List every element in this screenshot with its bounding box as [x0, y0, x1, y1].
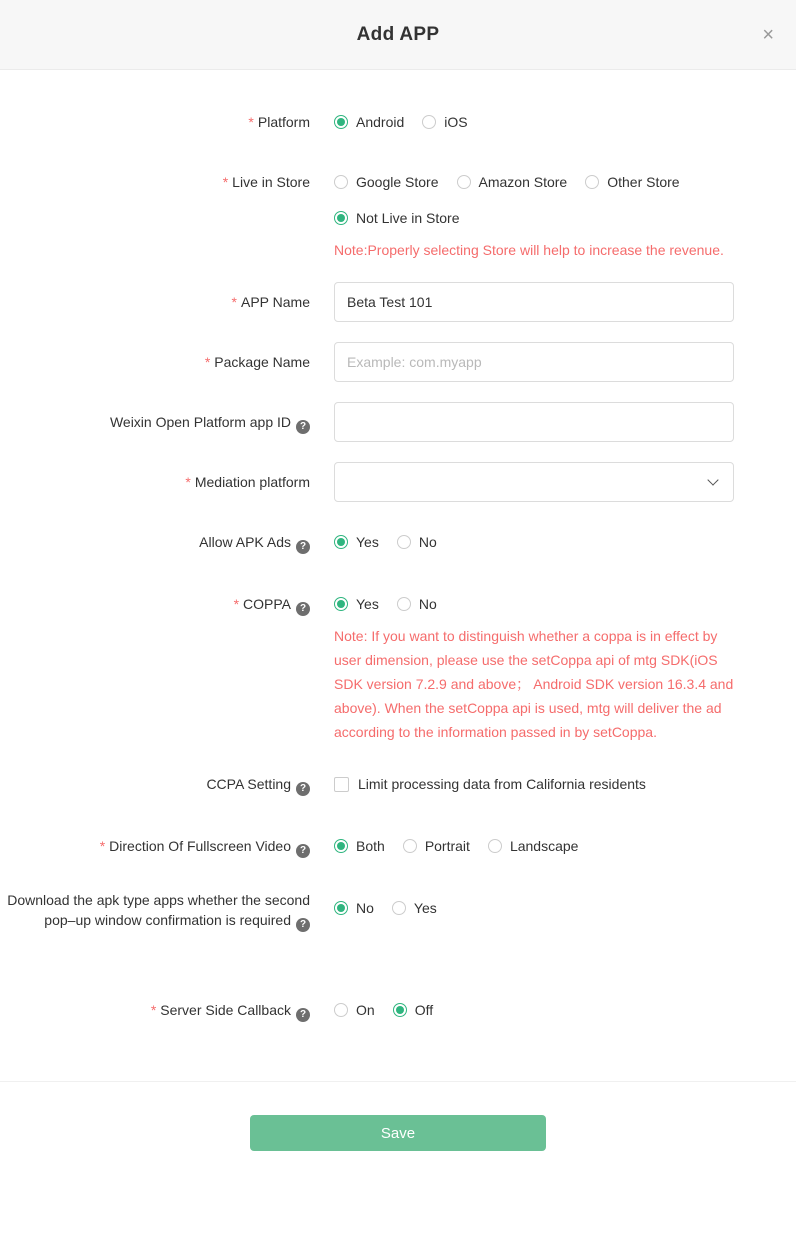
apk-second-popup-radio-group: [334, 898, 796, 918]
platform-radio-group: [334, 112, 796, 132]
form-row-app-name: [0, 282, 796, 322]
checkbox-icon: [334, 777, 349, 792]
mediation-platform-label-text: Mediation platform: [194, 474, 310, 490]
direction-fullscreen-label: [0, 836, 334, 858]
form-row-coppa: [0, 594, 796, 744]
radio-direction-landscape[interactable]: [488, 838, 579, 854]
coppa-control: [334, 594, 796, 744]
form-row-server-side-callback: [0, 1000, 796, 1022]
radio-callback-off[interactable]: [393, 1002, 433, 1018]
radio-icon: [403, 839, 417, 853]
radio-icon: [397, 535, 411, 549]
coppa-label-text: COPPA: [243, 596, 291, 612]
help-icon[interactable]: ?: [296, 1008, 310, 1022]
radio-coppa-yes[interactable]: [334, 596, 379, 612]
live-in-store-label-text: Live in Store: [232, 174, 310, 190]
weixin-app-id-label-text: Weixin Open Platform app ID: [109, 414, 291, 430]
radio-icon: [334, 175, 348, 189]
server-side-callback-control: [334, 1000, 796, 1020]
radio-ios[interactable]: [422, 114, 467, 130]
radio-icon: [488, 839, 502, 853]
radio-label: Android: [356, 114, 405, 130]
form-row-direction-fullscreen: [0, 836, 796, 858]
apk-second-popup-label: [0, 890, 334, 932]
radio-direction-portrait[interactable]: [403, 838, 470, 854]
mediation-platform-label: [0, 462, 334, 492]
radio-amazon-store[interactable]: [457, 174, 568, 190]
coppa-radio-group: [334, 594, 796, 614]
radio-other-store[interactable]: [585, 174, 679, 190]
package-name-label: [0, 342, 334, 372]
radio-label: No: [356, 900, 374, 916]
radio-label: Off: [414, 1002, 434, 1018]
radio-label: iOS: [444, 114, 468, 130]
ccpa-label-text: CCPA Setting: [206, 776, 291, 792]
platform-label-text: Platform: [257, 114, 310, 130]
radio-google-store[interactable]: [334, 174, 439, 190]
close-icon[interactable]: ×: [762, 24, 774, 46]
radio-icon: [397, 597, 411, 611]
required-asterisk: *: [99, 838, 106, 854]
ccpa-label: [0, 774, 334, 796]
radio-apk-popup-yes[interactable]: [392, 900, 437, 916]
radio-icon: [334, 535, 348, 549]
app-name-control: [334, 282, 796, 322]
store-radio-group-row1: [334, 172, 796, 192]
radio-icon: [334, 1003, 348, 1017]
ccpa-checkbox-label: Limit processing data from California residents: [358, 776, 646, 792]
radio-label: On: [356, 1002, 375, 1018]
radio-android[interactable]: [334, 114, 404, 130]
apk-second-popup-label-text: Download the apk type apps whether the second pop–up window confirmation is required: [7, 892, 310, 928]
required-asterisk: *: [231, 294, 237, 310]
form-row-ccpa: [0, 774, 796, 796]
required-asterisk: *: [248, 114, 254, 130]
help-icon[interactable]: ?: [296, 782, 310, 796]
radio-icon: [392, 901, 406, 915]
server-side-callback-label: [0, 1000, 334, 1022]
platform-label: [0, 112, 334, 132]
radio-label: Google Store: [356, 174, 439, 190]
required-asterisk: *: [204, 354, 211, 370]
direction-fullscreen-control: [334, 836, 796, 856]
platform-control: [334, 112, 796, 132]
radio-icon: [393, 1003, 407, 1017]
allow-apk-ads-radio-group: [334, 532, 796, 552]
radio-label: No: [418, 534, 437, 550]
live-in-store-control: [334, 172, 796, 262]
radio-label: Yes: [356, 534, 379, 550]
server-callback-radio-group: [334, 1000, 796, 1020]
weixin-app-id-label: [0, 402, 334, 434]
form-row-live-in-store: [0, 172, 796, 262]
radio-label: Amazon Store: [478, 174, 568, 190]
coppa-label: [0, 594, 334, 616]
mediation-platform-select[interactable]: [334, 462, 734, 502]
required-asterisk: *: [233, 596, 240, 612]
chevron-down-icon: [707, 474, 718, 485]
dialog-footer: [0, 1081, 796, 1178]
radio-icon: [457, 175, 471, 189]
form-row-apk-second-popup: [0, 890, 796, 932]
form-row-package-name: [0, 342, 796, 382]
radio-not-live-in-store[interactable]: [334, 210, 460, 226]
radio-icon: [334, 597, 348, 611]
apk-second-popup-control: [334, 890, 796, 918]
radio-coppa-no[interactable]: [397, 596, 437, 612]
radio-icon: [334, 901, 348, 915]
store-radio-group-row2: [334, 208, 796, 228]
radio-direction-both[interactable]: [334, 838, 385, 854]
server-side-callback-label-text: Server Side Callback: [160, 1002, 291, 1018]
live-in-store-note: Note:Properly selecting Store will help to increase the revenue.: [334, 242, 724, 258]
direction-radio-group: [334, 836, 796, 856]
direction-fullscreen-label-text: Direction Of Fullscreen Video: [109, 838, 291, 854]
radio-allow-apk-yes[interactable]: [334, 534, 379, 550]
help-icon[interactable]: ?: [296, 420, 310, 434]
mediation-platform-control: [334, 462, 796, 502]
radio-icon: [334, 115, 348, 129]
form-row-allow-apk-ads: [0, 532, 796, 554]
ccpa-checkbox-row[interactable]: [334, 774, 796, 794]
radio-allow-apk-no[interactable]: [397, 534, 437, 550]
coppa-note: Note: If you want to distinguish whether a coppa is in effect by user dimension, please use the setCoppa api of mtg SDK(iOS SDK version 7.2.9 and above； Android SDK version 16.3.4 and above). When the setCoppa api is used, mtg will deliver the ad according to the information passed in by setCoppa.: [334, 628, 734, 740]
package-name-label-text: Package Name: [214, 354, 310, 370]
form-row-platform: [0, 112, 796, 132]
radio-label: No: [418, 596, 437, 612]
required-asterisk: *: [150, 1002, 157, 1018]
weixin-app-id-input[interactable]: [334, 402, 734, 442]
dialog-header: [0, 0, 796, 70]
radio-icon: [422, 115, 436, 129]
radio-label: Landscape: [509, 838, 579, 854]
app-name-label-text: APP Name: [241, 294, 310, 310]
help-icon[interactable]: ?: [296, 844, 310, 858]
dialog-title: Add APP: [356, 23, 440, 45]
help-icon[interactable]: ?: [296, 918, 310, 932]
required-asterisk: *: [185, 474, 191, 490]
live-in-store-label: [0, 172, 334, 192]
radio-apk-popup-no[interactable]: [334, 900, 374, 916]
weixin-app-id-control: [334, 402, 796, 442]
help-icon[interactable]: ?: [296, 602, 310, 616]
radio-label: Other Store: [607, 174, 680, 190]
radio-label: Both: [356, 838, 385, 854]
dialog-body: [0, 70, 796, 1022]
help-icon[interactable]: ?: [296, 540, 310, 554]
app-name-input[interactable]: [334, 282, 734, 322]
radio-label: Portrait: [424, 838, 470, 854]
radio-icon: [585, 175, 599, 189]
package-name-control: [334, 342, 796, 382]
radio-icon: [334, 211, 348, 225]
allow-apk-ads-label-text: Allow APK Ads: [199, 534, 291, 550]
form-row-weixin-app-id: [0, 402, 796, 442]
ccpa-control: [334, 774, 796, 794]
radio-label: Not Live in Store: [356, 210, 460, 226]
allow-apk-ads-control: [334, 532, 796, 552]
radio-label: Yes: [413, 900, 437, 916]
app-name-label: [0, 282, 334, 312]
save-button[interactable]: Save: [250, 1115, 546, 1151]
radio-icon: [334, 839, 348, 853]
radio-label: Yes: [356, 596, 379, 612]
package-name-input[interactable]: [334, 342, 734, 382]
required-asterisk: *: [222, 174, 229, 190]
form-row-mediation-platform: [0, 462, 796, 502]
radio-callback-on[interactable]: [334, 1002, 375, 1018]
allow-apk-ads-label: [0, 532, 334, 554]
